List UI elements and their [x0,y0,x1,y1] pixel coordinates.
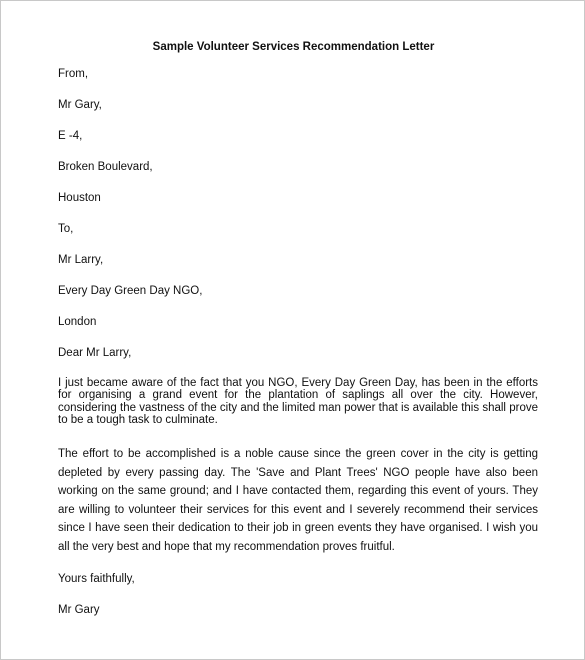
sender-city: Houston [58,192,101,204]
recipient-city: London [58,316,97,328]
closing: Yours faithfully, [58,573,135,585]
sender-name: Mr Gary, [58,99,102,111]
recipient-name: Mr Larry, [58,254,104,266]
sender-address-line2: Broken Boulevard, [58,161,153,173]
from-label: From, [58,68,89,80]
salutation: Dear Mr Larry, [58,347,132,359]
body-paragraph-2: The effort to be accomplished is a noble cause since the green cover in the city is getting depleted by every passing day. The 'Save and Plant Trees' NGO people have also been working on the same ground; and I have contacted them, regarding this event of yours. They are willing to volunteer their services for this event and I severely recommend their services since I have seen their dedication to their job in green events they have organised. I wish you all the very best and hope that my recommendation proves fruitful. [58,448,538,553]
letter-title: Sample Volunteer Services Recommendation Letter [152,41,435,53]
recipient-org: Every Day Green Day NGO, [58,285,203,297]
to-label: To, [58,223,74,235]
sender-address-line1: E -4, [58,130,83,142]
signature: Mr Gary [58,604,100,616]
body-paragraph-1: I just became aware of the fact that you NGO, Every Day Green Day, has been in the efforts for organising a grand event for the plantation of saplings all over the city. However, considering the vastness of the city and the limited man power that is available this shall prove to be a tough task to culminate. [58,377,538,427]
